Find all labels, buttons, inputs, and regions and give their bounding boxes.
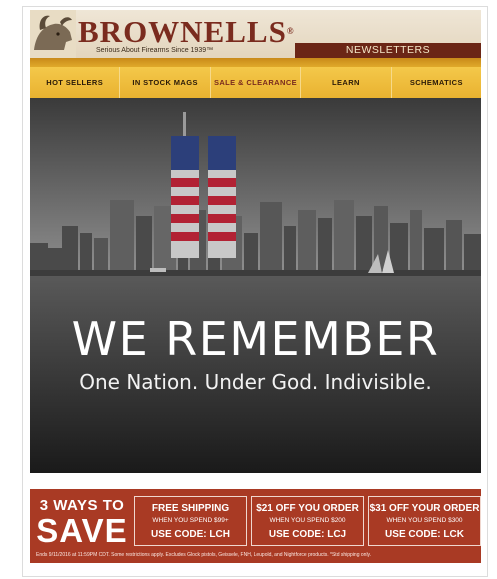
- brand-registered-mark: ®: [286, 26, 295, 36]
- newsletters-link[interactable]: NEWSLETTERS: [295, 43, 481, 58]
- save-heading-big: SAVE: [36, 512, 128, 549]
- offer-free-shipping[interactable]: [134, 496, 247, 546]
- nav-items: [30, 67, 481, 98]
- nav-item-schematics[interactable]: SCHEMATICS: [392, 67, 481, 98]
- offer-31-off[interactable]: [368, 496, 481, 546]
- buffalo-logo-icon[interactable]: [30, 10, 76, 58]
- main-nav: [30, 58, 481, 98]
- promo-fine-print: Ends 9/11/2016 at 11:59PM CDT. Some restrictions apply. Excludes Glock pistols, Geissele, FNH, Leupold, and Nightforce products. *Std shipping only.: [36, 552, 372, 558]
- hero-banner[interactable]: [30, 98, 481, 473]
- brand-text: BROWNELLS: [78, 14, 287, 49]
- offer-21-off[interactable]: [251, 496, 364, 546]
- nav-item-in-stock-mags[interactable]: IN STOCK MAGS: [120, 67, 210, 98]
- nav-item-hot-sellers[interactable]: HOT SELLERS: [30, 67, 120, 98]
- save-heading-top: 3 WAYS TO: [39, 497, 125, 514]
- nav-top-strip: [30, 58, 481, 67]
- offer-title: $21 OFF YOU ORDER: [256, 503, 359, 514]
- brand-tagline: Serious About Firearms Since 1939™: [96, 47, 214, 54]
- offer-code: USE CODE: LCK: [385, 529, 464, 540]
- promo-banner[interactable]: [30, 489, 481, 563]
- nav-item-sale-clearance[interactable]: SALE & CLEARANCE: [211, 67, 301, 98]
- offer-code: USE CODE: LCH: [151, 529, 230, 540]
- hero-skyline-image: [30, 98, 481, 473]
- brand-name[interactable]: [78, 16, 295, 47]
- offer-condition: WHEN YOU SPEND $300: [386, 517, 463, 524]
- offer-code: USE CODE: LCJ: [268, 529, 347, 540]
- save-heading: [36, 497, 128, 547]
- offer-condition: WHEN YOU SPEND $99+: [152, 517, 229, 524]
- offer-title: $31 OFF YOUR ORDER: [369, 503, 480, 514]
- hero-subtitle: One Nation. Under God. Indivisible.: [79, 370, 432, 394]
- offer-condition: WHEN YOU SPEND $200: [269, 517, 346, 524]
- email-header: [30, 10, 481, 58]
- nav-item-learn[interactable]: LEARN: [301, 67, 391, 98]
- offer-title: FREE SHIPPING: [151, 503, 230, 514]
- hero-title: WE REMEMBER: [71, 312, 440, 366]
